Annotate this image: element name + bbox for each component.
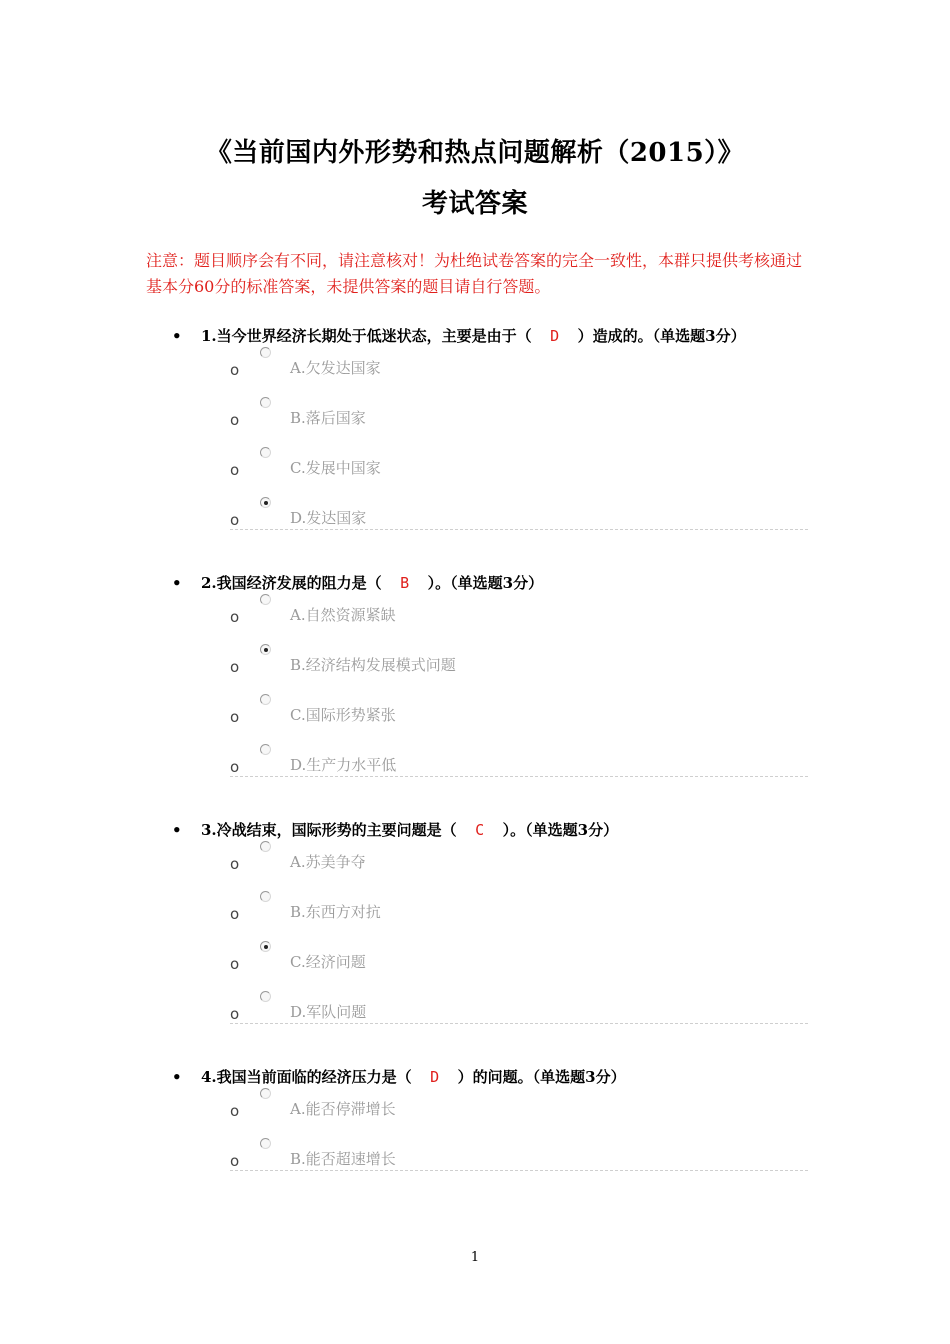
sub-bullet-icon: o bbox=[230, 708, 240, 726]
radio-unchecked-icon[interactable] bbox=[260, 397, 271, 408]
answer-option[interactable] bbox=[230, 899, 790, 923]
sub-bullet-icon: o bbox=[230, 1005, 240, 1023]
answer-option[interactable] bbox=[230, 455, 790, 479]
radio-unchecked-icon[interactable] bbox=[260, 1138, 271, 1149]
radio-checked-icon[interactable] bbox=[260, 941, 271, 952]
option-label: A.自然资源紧缺 bbox=[290, 606, 396, 624]
option-label: D.生产力水平低 bbox=[290, 756, 397, 774]
bullet-icon: • bbox=[172, 574, 182, 592]
question-suffix: ）造成的。（单选题3分） bbox=[577, 327, 746, 345]
answer-option[interactable] bbox=[230, 1146, 790, 1170]
question-text: 3.冷战结束，国际形势的主要问题是（ bbox=[201, 821, 457, 839]
question-separator bbox=[230, 1023, 808, 1024]
answer-option[interactable] bbox=[230, 999, 790, 1023]
radio-unchecked-icon[interactable] bbox=[260, 347, 271, 358]
radio-unchecked-icon[interactable] bbox=[260, 991, 271, 1002]
answer-option[interactable] bbox=[230, 702, 790, 726]
question-text: 2.我国经济发展的阻力是（ bbox=[201, 574, 382, 592]
answer-letter: B bbox=[400, 574, 410, 592]
document-subtitle: 考试答案 bbox=[421, 189, 528, 219]
option-label: D.军队问题 bbox=[290, 1003, 367, 1021]
answer-option[interactable] bbox=[230, 602, 790, 626]
option-label: A.能否停滞增长 bbox=[290, 1100, 396, 1118]
answer-option[interactable] bbox=[230, 752, 790, 776]
question-heading bbox=[172, 819, 618, 841]
radio-unchecked-icon[interactable] bbox=[260, 594, 271, 605]
answer-option[interactable] bbox=[230, 405, 790, 429]
option-label: B.东西方对抗 bbox=[290, 903, 381, 921]
sub-bullet-icon: o bbox=[230, 361, 240, 379]
option-label: C.发展中国家 bbox=[290, 459, 381, 477]
sub-bullet-icon: o bbox=[230, 855, 240, 873]
radio-unchecked-icon[interactable] bbox=[260, 744, 271, 755]
option-label: C.经济问题 bbox=[290, 953, 366, 971]
radio-unchecked-icon[interactable] bbox=[260, 891, 271, 902]
question-separator bbox=[230, 1170, 808, 1171]
document-title: 《当前国内外形势和热点问题解析（2015）》 bbox=[205, 138, 745, 168]
sub-bullet-icon: o bbox=[230, 955, 240, 973]
answer-option[interactable] bbox=[230, 652, 790, 676]
sub-bullet-icon: o bbox=[230, 608, 240, 626]
option-label: A.苏美争夺 bbox=[290, 853, 366, 871]
answer-option[interactable] bbox=[230, 1096, 790, 1120]
answer-option[interactable] bbox=[230, 505, 790, 529]
answer-option[interactable] bbox=[230, 849, 790, 873]
question-separator bbox=[230, 529, 808, 530]
radio-unchecked-icon[interactable] bbox=[260, 841, 271, 852]
bullet-icon: • bbox=[172, 1068, 182, 1086]
question-suffix: ）的问题。（单选题3分） bbox=[457, 1068, 626, 1086]
answer-letter: D bbox=[430, 1068, 440, 1086]
sub-bullet-icon: o bbox=[230, 411, 240, 429]
question-heading bbox=[172, 572, 543, 594]
answer-letter: D bbox=[550, 327, 560, 345]
option-label: B.经济结构发展模式问题 bbox=[290, 656, 456, 674]
question-suffix: ）。（单选题3分） bbox=[427, 574, 544, 592]
question-heading bbox=[172, 325, 746, 347]
answer-option[interactable] bbox=[230, 949, 790, 973]
answer-option[interactable] bbox=[230, 355, 790, 379]
page-number: 1 bbox=[470, 1250, 480, 1265]
question-suffix: ）。（单选题3分） bbox=[502, 821, 619, 839]
option-label: A.欠发达国家 bbox=[290, 359, 381, 377]
option-label: B.落后国家 bbox=[290, 409, 366, 427]
option-label: C.国际形势紧张 bbox=[290, 706, 396, 724]
question-text: 4.我国当前面临的经济压力是（ bbox=[201, 1068, 412, 1086]
sub-bullet-icon: o bbox=[230, 905, 240, 923]
answer-letter: C bbox=[475, 821, 485, 839]
radio-unchecked-icon[interactable] bbox=[260, 447, 271, 458]
sub-bullet-icon: o bbox=[230, 758, 240, 776]
option-label: D.发达国家 bbox=[290, 509, 367, 527]
radio-checked-icon[interactable] bbox=[260, 497, 271, 508]
sub-bullet-icon: o bbox=[230, 658, 240, 676]
bullet-icon: • bbox=[172, 821, 182, 839]
sub-bullet-icon: o bbox=[230, 511, 240, 529]
question-heading bbox=[172, 1066, 626, 1088]
question-text: 1.当今世界经济长期处于低迷状态，主要是由于（ bbox=[201, 327, 532, 345]
option-label: B.能否超速增长 bbox=[290, 1150, 396, 1168]
question-separator bbox=[230, 776, 808, 777]
radio-checked-icon[interactable] bbox=[260, 644, 271, 655]
radio-unchecked-icon[interactable] bbox=[260, 694, 271, 705]
notice-text: 注意：题目顺序会有不同，请注意核对！为杜绝试卷答案的完全一致性，本群只提供考核通过基本分60分的标准答案，未提供答案的题目请自行答题。 bbox=[146, 251, 803, 296]
sub-bullet-icon: o bbox=[230, 1152, 240, 1170]
radio-unchecked-icon[interactable] bbox=[260, 1088, 271, 1099]
bullet-icon: • bbox=[172, 327, 182, 345]
sub-bullet-icon: o bbox=[230, 1102, 240, 1120]
sub-bullet-icon: o bbox=[230, 461, 240, 479]
